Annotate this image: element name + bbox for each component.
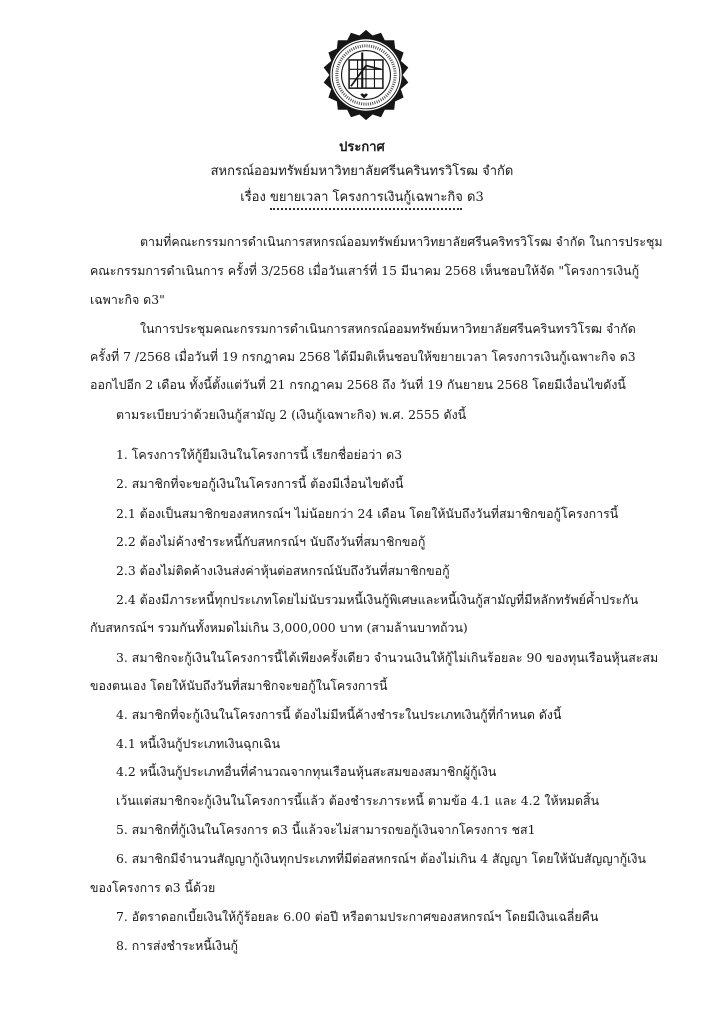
paragraph-1-line-2: คณะกรรมการดำเนินการ ครั้งที่ 3/2568 เมื่อวันเสาร์ที่ 15 มีนาคม 2568 เห็นชอบให้จัด "โครงการเงินกู้ — [90, 263, 640, 278]
paragraph-2-line-2: ครั้งที่ 7 /2568 เมื่อวันที่ 19 กรกฎาคม 2568 ได้มีมติเห็นชอบให้ขยายเวลา โครงการเงินกู้เฉพาะกิจ ด3 — [90, 349, 636, 364]
list-item-4: 4. สมาชิกที่จะกู้เงินในโครงการนี้ ต้องไม่มีหนี้ค้างชำระในประเภทเงินกู้ที่กำหนด ดังนี้ — [116, 707, 562, 722]
paragraph-2-line-1: ในการประชุมคณะกรรมการดำเนินการสหกรณ์ออมทรัพย์มหาวิทยาลัยศรีนครินทรวิโรฒ จำกัด — [140, 321, 636, 336]
paragraph-2-line-3: ออกไปอีก 2 เดือน ทั้งนี้ตั้งแต่วันที่ 21 กรกฎาคม 2568 ถึง วันที่ 19 กันยายน 2568 โดยมีเงื่อนไขดังนี้ — [90, 377, 626, 392]
dotted-separator — [270, 208, 462, 210]
list-item-2-3: 2.3 ต้องไม่ติดค้างเงินส่งค่าหุ้นต่อสหกรณ์นับถึงวันที่สมาชิกขอกู้ — [116, 563, 450, 578]
list-item-2-4-line-1: 2.4 ต้องมีภาระหนี้ทุกประเภทโดยไม่นับรวมหนี้เงินกู้พิเศษและหนี้เงินกู้สามัญที่มีหลักทรัพย์ค้ำประกัน — [116, 592, 639, 607]
list-item-2: 2. สมาชิกที่จะขอกู้เงินในโครงการนี้ ต้องมีเงื่อนไขดังนี้ — [116, 476, 404, 491]
announcement-title: ประกาศ — [339, 140, 385, 155]
list-item-1: 1. โครงการให้กู้ยืมเงินในโครงการนี้ เรียกชื่อย่อว่า ด3 — [116, 447, 403, 462]
list-item-2-4-line-2: กับสหกรณ์ฯ รวมกันทั้งหมดไม่เกิน 3,000,000 บาท (สามล้านบาทถ้วน) — [90, 620, 468, 635]
paragraph-1-line-3: เฉพาะกิจ ด3" — [90, 292, 165, 307]
list-item-4-2: 4.2 หนี้เงินกู้ประเภทอื่นที่คำนวณจากทุนเรือนหุ้นสะสมของสมาชิกผู้กู้เงิน — [116, 764, 497, 779]
list-item-3-line-1: 3. สมาชิกจะกู้เงินในโครงการนี้ได้เพียงครั้งเดียว จำนวนเงินให้กู้ไม่เกินร้อยละ 90 ของทุนเรือนหุ้นสะสม — [116, 650, 659, 665]
list-item-3-line-2: ของตนเอง โดยให้นับถึงวันที่สมาชิกจะขอกู้ในโครงการนี้ — [90, 678, 388, 693]
list-item-4-note: เว้นแต่สมาชิกจะกู้เงินในโครงการนี้แล้ว ต้องชำระภาระหนี้ ตามข้อ 4.1 และ 4.2 ให้หมดสิ้น — [116, 793, 600, 808]
list-item-4-1: 4.1 หนี้เงินกู้ประเภทเงินฉุกเฉิน — [116, 736, 281, 751]
list-item-5: 5. สมาชิกที่กู้เงินในโครงการ ด3 นี้แล้วจะไม่สามารถขอกู้เงินจากโครงการ ชส1 — [116, 822, 536, 837]
cooperative-seal-logo — [319, 28, 413, 122]
list-item-6-line-2: ของโครงการ ด3 นี้ด้วย — [90, 880, 216, 895]
list-item-6-line-1: 6. สมาชิกมีจำนวนสัญญากู้เงินทุกประเภทที่มีต่อสหกรณ์ฯ ต้องไม่เกิน 4 สัญญา โดยให้นับสัญญากู้เงิน — [116, 851, 646, 866]
list-item-8: 8. การส่งชำระหนี้เงินกู้ — [116, 938, 239, 953]
list-item-2-1: 2.1 ต้องเป็นสมาชิกของสหกรณ์ฯ ไม่น้อยกว่า 24 เดือน โดยให้นับถึงวันที่สมาชิกขอกู้โครงการนี้ — [116, 506, 619, 521]
announcement-subject: เรื่อง ขยายเวลา โครงการเงินกู้เฉพาะกิจ ด3 — [240, 190, 484, 205]
paragraph-1-line-1: ตามที่คณะกรรมการดำเนินการสหกรณ์ออมทรัพย์มหาวิทยาลัยศรีนคริทรวิโรฒ จำกัด ในการประชุม — [140, 234, 663, 249]
organization-name: สหกรณ์ออมทรัพย์มหาวิทยาลัยศรีนครินทรวิโรฒ จำกัด — [210, 164, 514, 179]
list-item-7: 7. อัตราดอกเบี้ยเงินให้กู้ร้อยละ 6.00 ต่อปี หรือตามประกาศของสหกรณ์ฯ โดยมีเงินเฉลี่ยคืน — [116, 909, 599, 924]
regulation-reference: ตามระเบียบว่าด้วยเงินกู้สามัญ 2 (เงินกู้เฉพาะกิจ) พ.ศ. 2555 ดังนี้ — [116, 407, 467, 422]
list-item-2-2: 2.2 ต้องไม่ค้างชำระหนี้กับสหกรณ์ฯ นับถึงวันที่สมาชิกขอกู้ — [116, 534, 426, 549]
